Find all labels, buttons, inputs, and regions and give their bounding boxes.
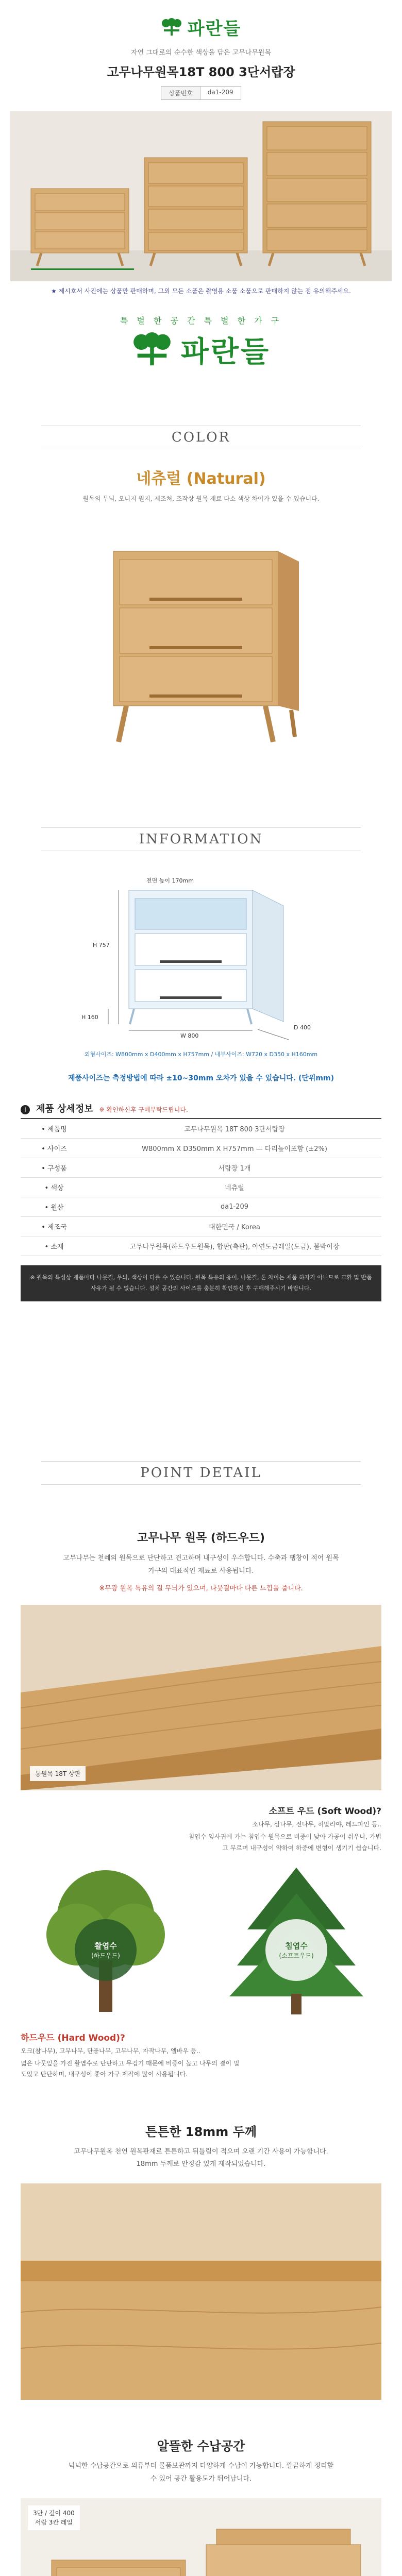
spec-value: 네츄럴 (88, 1178, 381, 1197)
point2-text: 고무나무원목 천연 원목판재로 튼튼하고 뒤틀림이 적으며 오랜 기간 사용이 가능합니다. 18mm 두께로 안정감 있게 제작되었습니다. (74, 2147, 328, 2168)
point3-text: 넉넉한 수납공간으로 의류부터 물품보관까지 다양하게 수납이 가능합니다. 깔끔하게 정리할 수 있어 공간 활용도가 뛰어납니다. (68, 2462, 334, 2483)
dim-depth-label: D 400 (294, 1024, 311, 1031)
spec-row (21, 1119, 381, 1139)
softwood-tree (211, 1862, 381, 2017)
information-heading-text: INFORMATION (139, 832, 263, 847)
soft-wood-list: 소나무, 삼나무, 전나무, 히말라야, 레드파인 등.. (252, 1821, 381, 1828)
point-detail-section (0, 1448, 402, 2576)
product-code-label: 상품번호 (161, 86, 200, 100)
brand-logo-large (0, 329, 402, 370)
spec-key: • 색상 (21, 1178, 88, 1197)
dimension-diagram (21, 870, 381, 1045)
point1-text: 고무나무는 천혜의 원목으로 단단하고 견고하며 내구성이 우수합니다. 수축과 팽창이 적어 원목 가구의 대표적인 재료로 사용됩니다. (63, 1554, 339, 1575)
point-detail-heading-text: POINT DETAIL (140, 1465, 262, 1481)
color-section (0, 412, 402, 814)
hard-wood-text: 넓은 나뭇잎을 가진 활엽수로 단단하고 무겁기 때문에 비중이 높고 나무의 결이 밀도있고 단단하며, 내구성이 좋아 가구 제작에 많이 사용됩니다. (21, 2059, 240, 2078)
hardwood-label (75, 1919, 137, 1981)
spec-key: • 제품명 (21, 1119, 88, 1139)
dimension-drawing (21, 870, 381, 1045)
spec-value: W800mm X D350mm X H757mm — 다리높이포함 (±2%) (88, 1139, 381, 1158)
point1-title: 고무나무 원목 (하드우드) (137, 1532, 265, 1545)
dim-small-label: H 160 (81, 1014, 98, 1021)
spec-key: • 원산 (21, 1197, 88, 1217)
spec-row (21, 1217, 381, 1236)
point2-title: 튼튼한 18mm 두께 (145, 2124, 257, 2139)
spec-key: • 구성품 (21, 1158, 88, 1178)
spec-row (21, 1158, 381, 1178)
spec-key: • 사이즈 (21, 1139, 88, 1158)
color-heading (0, 412, 402, 463)
logo-text: 파란들 (187, 19, 242, 39)
information-section (0, 814, 402, 1448)
wood-grain-photo (21, 1605, 381, 1790)
hard-wood-list: 오크(참나무), 고무나무, 단풍나무, 고무나무, 자작나무, 엘바우 등.. (21, 2047, 200, 2055)
brand-logo-icon (131, 332, 173, 367)
wood-top-photo-label: 통원목 18T 상판 (30, 1766, 86, 1781)
spec-line: 외형사이즈: W800mm x D400mm x H757mm / 내부사이즈: W720 x D350 x H160mm (84, 1051, 318, 1058)
softwood-label (265, 1919, 327, 1981)
thickness-photo (21, 2183, 381, 2400)
storage-label-a: 3단 / 깊이 400 (33, 2509, 75, 2517)
information-heading (0, 814, 402, 865)
color-name: 네츄럴 (Natural) (136, 470, 266, 488)
brand-slogan: 특 별 한 공 간 특 별 한 가 구 (120, 316, 282, 326)
hard-wood-title: 하드우드 (Hard Wood)? (21, 2032, 125, 2043)
spec-key: • 소재 (21, 1236, 88, 1256)
soft-wood-title: 소프트 우드 (Soft Wood)? (269, 1806, 381, 1817)
spec-value: 고무나무원목 18T 800 3단서랍장 (88, 1119, 381, 1139)
dim-inner-label: 전면 높이 170mm (146, 877, 194, 884)
spec-value: da1-209 (88, 1197, 381, 1217)
drawer-natural-illustration (57, 520, 345, 747)
product-code (0, 86, 402, 100)
product-code-value: da1-209 (200, 86, 241, 100)
brand-name: 파란들 (180, 335, 271, 369)
storage-label-b: 서랍 3칸 레일 (35, 2518, 73, 2526)
header-section (0, 0, 402, 295)
product-image-natural (57, 520, 345, 747)
hero-note: ★ 제시호서 사진에는 상품만 판매하며, 그외 모든 소품은 촬영용 소품 소품으로 판매하지 않는 점 유의해주세요. (51, 287, 351, 295)
soft-wood-info (21, 1804, 381, 1854)
brand-section (0, 237, 402, 412)
hardwood-label-b: (하드우드) (91, 1952, 120, 1959)
tagline: 자연 그대로의 순수한 색상을 담은 고무나무원목 (131, 49, 271, 57)
spec-row (21, 1197, 381, 1217)
point1-accent: ※무광 원목 특유의 결 무늬가 있으며, 나뭇결마다 다른 느낌을 줍니다. (99, 1585, 303, 1593)
spec-row (21, 1178, 381, 1197)
storage-photo-label (28, 2505, 80, 2530)
color-description: 원목의 무늬, 오니지 원지, 제조처, 조작상 원목 재료 다소 색상 차이가 있을 수 있습니다. (82, 495, 320, 502)
drawer-edge-photo (21, 2183, 381, 2400)
spec-table (21, 1119, 381, 1256)
hardwood-tree (21, 1862, 191, 2017)
wood-top-photo (21, 1605, 381, 1790)
spec-value: 고무나무원목(하드우드원목), 합판(측판), 아연도금레일(도금), 불박이장 (88, 1236, 381, 1256)
spec-value: 서랍장 1개 (88, 1158, 381, 1178)
logo (0, 0, 402, 40)
notice-box: ※ 원목의 특성상 제품마다 나뭇결, 무늬, 색상이 다를 수 있습니다. 원목 특유의 옹이, 나뭇결, 톤 차이는 제품 하자가 아니므로 교환 및 반품 사유가 될 수 없습니다. 설치 공간의 사이즈를 충분히 확인하신 후 구매해주시기 바랍니다. (21, 1265, 381, 1301)
spec-table-warning: ※ 확인하신후 구매부탁드립니다. (99, 1106, 188, 1113)
spec-row (21, 1236, 381, 1256)
dim-width-label: W 800 (180, 1032, 199, 1039)
spec-table-header (21, 1101, 381, 1119)
tree-comparison (21, 1862, 381, 2017)
spec-table-title: 제품 상세정보 (36, 1104, 93, 1114)
softwood-label-a: 침엽수 (285, 1941, 308, 1951)
spec-key: • 제조국 (21, 1217, 88, 1236)
spec-row (21, 1139, 381, 1158)
hardwood-label-a: 활엽수 (94, 1941, 117, 1951)
size-warning: 제품사이즈는 측정방법에 따라 ±10~30mm 오차가 있을 수 있습니다. (단위mm) (68, 1074, 334, 1082)
spec-value: 대한민국 / Korea (88, 1217, 381, 1236)
point3-title: 알뜰한 수납공간 (157, 2439, 245, 2454)
soft-wood-text: 침엽수 잎사귀에 가는 침엽수 원목으로 비중이 낮아 가공이 쉬우나, 가볍고 무르며 내구성이 약하여 하중에 변형이 생기기 쉽습니다. (188, 1833, 381, 1852)
hard-wood-info (21, 2030, 381, 2080)
color-heading-text: COLOR (171, 430, 231, 445)
product-title: 고무나무원목18T 800 3단서랍장 (107, 65, 295, 79)
storage-photo (21, 2498, 381, 2576)
brand-logo-icon (161, 18, 182, 37)
softwood-label-b: (소프트우드) (279, 1952, 314, 1959)
dim-height-label: H 757 (93, 942, 110, 948)
info-icon: i (21, 1105, 30, 1114)
point-detail-heading (0, 1448, 402, 1498)
